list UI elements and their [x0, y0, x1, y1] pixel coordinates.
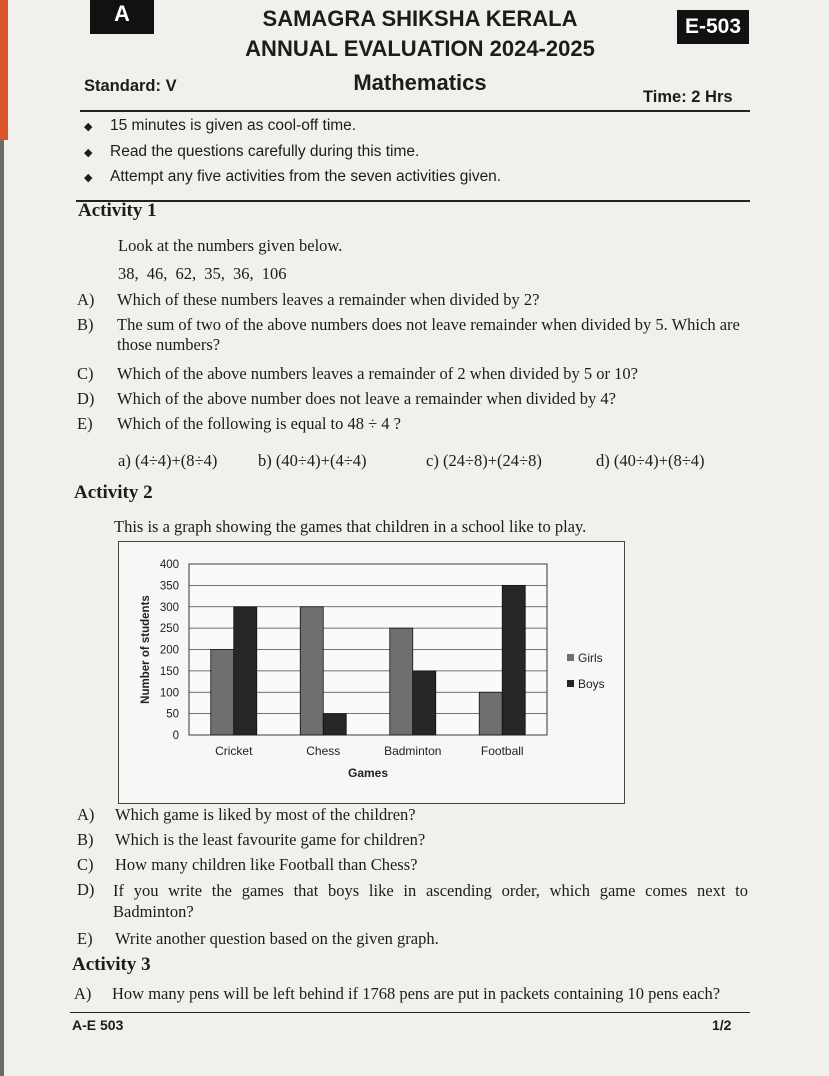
page-number: 1/2	[712, 1017, 732, 1033]
question-text: If you write the games that boys like in ascending order, which game comes next to Badminton?	[113, 881, 748, 921]
question-label: A)	[77, 805, 95, 824]
x-tick-label: Chess	[306, 744, 341, 758]
legend-swatch-boys	[567, 680, 574, 687]
question-label: E)	[77, 929, 93, 948]
option-b: b) (40÷4)+(4÷4)	[258, 451, 367, 470]
question-label: A)	[74, 984, 92, 1003]
question-text: Write another question based on the given graph.	[115, 929, 439, 948]
time-label: Time: 2 Hrs	[643, 88, 733, 106]
instruction-item: ◆ Read the questions carefully during this time.	[84, 143, 420, 160]
subject-title: Mathematics	[353, 70, 487, 95]
bar-girls	[300, 607, 323, 735]
x-tick-label: Football	[480, 744, 524, 758]
question-text: How many pens will be left behind if 1768 pens are put in packets containing 10 pens each?	[112, 984, 721, 1003]
y-tick-label: 100	[159, 687, 179, 700]
edge-strip-dark	[0, 140, 4, 1076]
question-text: Which of the above numbers leaves a remainder of 2 when divided by 5 or 10?	[117, 364, 638, 383]
question-label: D)	[77, 389, 95, 408]
y-axis-label: Number of students	[140, 595, 152, 704]
question-text: Which of the above number does not leave a remainder when divided by 4?	[117, 389, 616, 408]
activity-2-title: Activity 2	[74, 482, 153, 503]
option-d: d) (40÷4)+(8÷4)	[596, 451, 705, 470]
standard-label: Standard: V	[84, 77, 177, 95]
edge-strip-red	[0, 0, 8, 140]
activity-3-title: Activity 3	[72, 954, 151, 975]
y-tick-label: 300	[159, 601, 179, 614]
set-label: A	[90, 0, 154, 34]
bar-girls	[211, 650, 234, 736]
exam-code: E-503	[677, 10, 749, 44]
exam-title: ANNUAL EVALUATION 2024-2025	[245, 36, 595, 61]
activity-1-intro: Look at the numbers given below.	[118, 236, 343, 255]
number-list: 38, 46, 62, 35, 36, 106	[118, 264, 287, 283]
y-tick-label: 350	[159, 580, 179, 593]
bar-boys	[502, 585, 525, 735]
footer-code: A-E 503	[72, 1017, 124, 1033]
activity-2-intro: This is a graph showing the games that children in a school like to play.	[114, 517, 587, 536]
bar-girls	[390, 628, 413, 735]
x-axis-label: Games	[347, 766, 389, 780]
y-tick-label: 150	[159, 665, 179, 678]
question-text: Which of the following is equal to 48 ÷ 4 ?	[117, 414, 401, 433]
question-label: A)	[77, 290, 95, 309]
legend-label-girls: Girls	[578, 651, 603, 665]
chart-frame	[118, 541, 625, 804]
question-text: The sum of two of the above numbers does not leave remainder when divided by 5. Which are those numbers?	[117, 315, 740, 354]
instruction-item: ◆ 15 minutes is given as cool-off time.	[84, 117, 357, 134]
legend-label-boys: Boys	[578, 677, 605, 691]
y-tick-label: 0	[172, 730, 179, 742]
bar-boys	[234, 607, 257, 735]
question-label: B)	[77, 830, 94, 849]
bar-girls	[479, 692, 502, 735]
org-title: SAMAGRA SHIKSHA KERALA	[262, 6, 578, 31]
instruction-item: ◆ Attempt any five activities from the seven activities given.	[84, 168, 502, 185]
bar-chart	[119, 542, 624, 803]
question-label: E)	[77, 414, 93, 433]
option-a: a) (4÷4)+(8÷4)	[118, 451, 218, 470]
bullet-icon: ◆	[84, 147, 93, 159]
question-label: B)	[77, 315, 94, 334]
header-rule	[80, 110, 750, 112]
question-label: C)	[77, 855, 94, 874]
question-text: Which is the least favourite game for children?	[115, 830, 426, 849]
instructions-rule	[76, 200, 750, 202]
x-tick-label: Badminton	[384, 744, 442, 758]
bullet-icon: ◆	[84, 121, 93, 133]
y-tick-label: 400	[159, 559, 179, 571]
question-label: D)	[77, 880, 95, 899]
y-tick-label: 50	[166, 708, 179, 721]
footer-rule	[70, 1012, 750, 1013]
legend-swatch-girls	[567, 654, 574, 661]
bar-boys	[323, 714, 346, 735]
activity-1-title: Activity 1	[78, 200, 157, 221]
option-c: c) (24÷8)+(24÷8)	[426, 451, 542, 470]
bullet-icon: ◆	[84, 172, 93, 184]
y-tick-label: 250	[159, 623, 179, 636]
x-tick-label: Cricket	[215, 744, 253, 758]
question-label: C)	[77, 364, 94, 383]
question-text: Which of these numbers leaves a remainder when divided by 2?	[117, 290, 540, 309]
question-text: How many children like Football than Chess?	[115, 855, 418, 874]
bar-boys	[413, 671, 436, 735]
question-text: Which game is liked by most of the children?	[115, 805, 416, 824]
y-tick-label: 200	[159, 644, 179, 657]
